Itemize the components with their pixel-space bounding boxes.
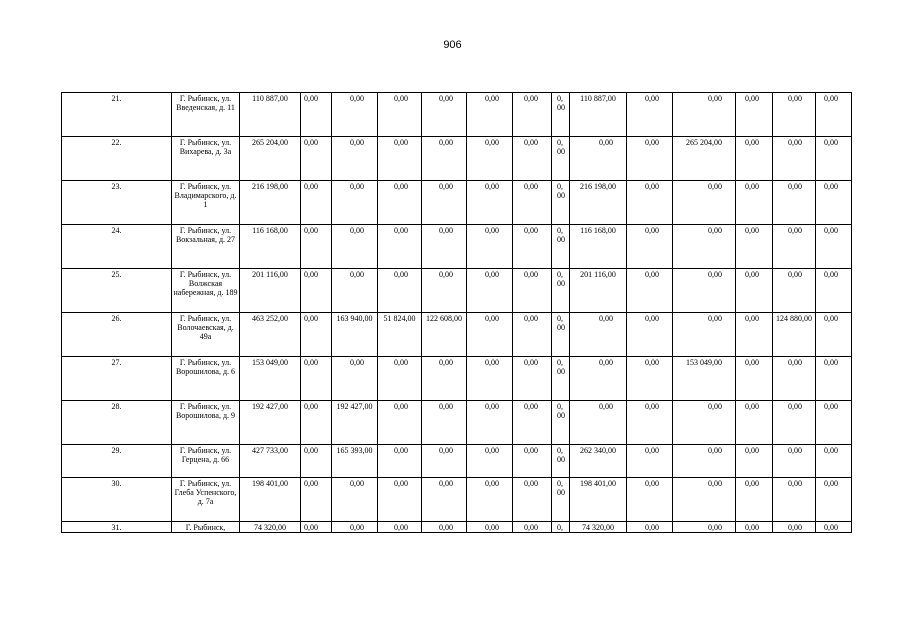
value-cell: 265 204,00 [240,137,301,181]
table-row [62,401,852,445]
table-row [62,137,852,181]
value-cell: 0, 00 [552,357,570,401]
value-cell: 0,00 [773,93,816,137]
value-cell: 0,00 [736,269,773,313]
value-cell: 0,00 [332,357,378,401]
value-cell: 0,00 [627,357,673,401]
value-cell: 0,00 [467,269,513,313]
table-row [62,181,852,225]
value-cell: 0,00 [773,522,816,533]
value-cell: 0,00 [301,401,332,445]
value-cell: 0,00 [673,181,736,225]
value-cell: 0,00 [627,93,673,137]
value-cell: 116 168,00 [570,225,627,269]
value-cell: 0,00 [513,357,552,401]
value-cell: 0,00 [773,269,816,313]
value-cell: 0,00 [467,137,513,181]
value-cell: 74 320,00 [570,522,627,533]
value-cell: 0,00 [422,357,467,401]
value-cell: 0,00 [816,445,852,478]
value-cell: 0,00 [378,522,422,533]
value-cell: 0,00 [378,181,422,225]
value-cell: 0,00 [570,313,627,357]
row-number: 31. [62,522,172,533]
value-cell: 0,00 [378,225,422,269]
value-cell: 198 401,00 [570,478,627,522]
address-cell: Г. Рыбинск, ул. Введенская, д. 11 [172,93,240,137]
value-cell: 0,00 [513,445,552,478]
value-cell: 0,00 [816,357,852,401]
value-cell: 0,00 [736,313,773,357]
value-cell: 0,00 [816,181,852,225]
value-cell: 0,00 [467,478,513,522]
value-cell: 163 940,00 [332,313,378,357]
value-cell: 0,00 [736,401,773,445]
value-cell: 0,00 [773,181,816,225]
value-cell: 0,00 [627,313,673,357]
value-cell: 0,00 [422,401,467,445]
value-cell: 0,00 [422,137,467,181]
value-cell: 0,00 [422,181,467,225]
value-cell: 0,00 [332,478,378,522]
value-cell: 0,00 [627,269,673,313]
value-cell: 0,00 [378,445,422,478]
value-cell: 0,00 [467,401,513,445]
value-cell: 124 880,00 [773,313,816,357]
value-cell: 0,00 [332,93,378,137]
table-row [62,269,852,313]
value-cell: 153 049,00 [673,357,736,401]
value-cell: 0,00 [673,313,736,357]
value-cell: 0,00 [673,225,736,269]
row-number: 26. [62,313,172,357]
value-cell: 0, 00 [552,401,570,445]
value-cell: 0,00 [773,225,816,269]
value-cell: 0,00 [467,93,513,137]
value-cell: 0, 00 [552,269,570,313]
value-cell: 0,00 [773,137,816,181]
value-cell: 0,00 [627,401,673,445]
value-cell: 463 252,00 [240,313,301,357]
value-cell: 0,00 [301,93,332,137]
value-cell: 201 116,00 [240,269,301,313]
value-cell: 0,00 [301,313,332,357]
data-table [61,92,852,533]
value-cell: 0,00 [422,93,467,137]
value-cell: 0,00 [378,357,422,401]
value-cell: 0,00 [467,357,513,401]
value-cell: 0,00 [513,93,552,137]
value-cell: 0,00 [816,225,852,269]
value-cell: 0,00 [513,401,552,445]
value-cell: 0,00 [816,313,852,357]
row-number: 24. [62,225,172,269]
value-cell: 0,00 [736,478,773,522]
value-cell: 0,00 [467,313,513,357]
value-cell: 427 733,00 [240,445,301,478]
value-cell: 201 116,00 [570,269,627,313]
value-cell: 216 198,00 [570,181,627,225]
value-cell: 0,00 [513,313,552,357]
page-number: 906 [443,39,462,51]
value-cell: 0,00 [422,478,467,522]
row-number: 30. [62,478,172,522]
value-cell: 0, 00 [552,225,570,269]
value-cell: 0,00 [422,522,467,533]
value-cell: 0,00 [332,522,378,533]
value-cell: 0, [552,522,570,533]
value-cell: 0,00 [627,225,673,269]
value-cell: 0,00 [816,522,852,533]
table-row [62,478,852,522]
value-cell: 165 393,00 [332,445,378,478]
value-cell: 192 427,00 [240,401,301,445]
value-cell: 0,00 [816,401,852,445]
value-cell: 0,00 [736,357,773,401]
value-cell: 0, 00 [552,478,570,522]
value-cell: 0,00 [332,181,378,225]
row-number: 27. [62,357,172,401]
value-cell: 0, 00 [552,181,570,225]
value-cell: 0,00 [301,445,332,478]
value-cell: 0,00 [467,445,513,478]
value-cell: 0,00 [301,522,332,533]
value-cell: 0,00 [673,478,736,522]
table-row [62,93,852,137]
value-cell: 0,00 [378,401,422,445]
address-cell: Г. Рыбинск, ул. Вихарева, д. 3а [172,137,240,181]
value-cell: 0,00 [773,445,816,478]
value-cell: 110 887,00 [240,93,301,137]
value-cell: 0,00 [816,478,852,522]
row-number: 28. [62,401,172,445]
value-cell: 0,00 [627,137,673,181]
row-number: 29. [62,445,172,478]
table-row [62,445,852,478]
row-number: 21. [62,93,172,137]
value-cell: 0,00 [736,93,773,137]
value-cell: 0,00 [378,137,422,181]
row-number: 22. [62,137,172,181]
value-cell: 0,00 [673,93,736,137]
table-row [62,225,852,269]
row-number: 25. [62,269,172,313]
value-cell: 0,00 [332,137,378,181]
value-cell: 0,00 [736,137,773,181]
table-row [62,522,852,533]
value-cell: 0,00 [378,269,422,313]
value-cell: 0,00 [736,522,773,533]
value-cell: 0,00 [332,225,378,269]
value-cell: 0,00 [301,269,332,313]
value-cell: 0,00 [673,445,736,478]
value-cell: 0,00 [627,478,673,522]
value-cell: 0,00 [513,181,552,225]
value-cell: 0, 00 [552,313,570,357]
value-cell: 0,00 [627,181,673,225]
value-cell: 0,00 [513,478,552,522]
value-cell: 110 887,00 [570,93,627,137]
value-cell: 0,00 [570,137,627,181]
value-cell: 0,00 [301,137,332,181]
value-cell: 0,00 [673,522,736,533]
value-cell: 262 340,00 [570,445,627,478]
value-cell: 265 204,00 [673,137,736,181]
address-cell: Г. Рыбинск, ул. Вокзальная, д. 27 [172,225,240,269]
value-cell: 0,00 [773,478,816,522]
value-cell: 0,00 [513,137,552,181]
value-cell: 51 824,00 [378,313,422,357]
address-cell: Г. Рыбинск, ул. Глеба Успенского, д. 7а [172,478,240,522]
value-cell: 0,00 [378,478,422,522]
value-cell: 216 198,00 [240,181,301,225]
address-cell: Г. Рыбинск, ул. Герцена, д. 66 [172,445,240,478]
value-cell: 0,00 [736,225,773,269]
value-cell: 0,00 [301,478,332,522]
value-cell: 0,00 [301,225,332,269]
address-cell: Г. Рыбинск, ул. Ворошилова, д. 9 [172,401,240,445]
value-cell: 122 608,00 [422,313,467,357]
table-row [62,357,852,401]
value-cell: 0,00 [816,137,852,181]
value-cell: 0,00 [673,269,736,313]
value-cell: 153 049,00 [240,357,301,401]
value-cell: 0,00 [301,181,332,225]
value-cell: 0,00 [627,445,673,478]
value-cell: 74 320,00 [240,522,301,533]
address-cell: Г. Рыбинск, ул. Волочаевская, д. 49а [172,313,240,357]
value-cell: 0,00 [422,269,467,313]
value-cell: 0, 00 [552,93,570,137]
value-cell: 0,00 [816,93,852,137]
value-cell: 0,00 [673,401,736,445]
value-cell: 0,00 [513,225,552,269]
value-cell: 0,00 [513,522,552,533]
value-cell: 0,00 [301,357,332,401]
address-cell: Г. Рыбинск, ул. Владимарского, д. 1 [172,181,240,225]
address-cell: Г. Рыбинск, ул. Ворошилова, д. 6 [172,357,240,401]
value-cell: 0,00 [816,269,852,313]
value-cell: 0,00 [570,401,627,445]
value-cell: 0,00 [467,181,513,225]
value-cell: 0,00 [736,445,773,478]
value-cell: 0,00 [627,522,673,533]
value-cell: 0,00 [736,181,773,225]
value-cell: 116 168,00 [240,225,301,269]
value-cell: 0,00 [513,269,552,313]
value-cell: 0,00 [467,225,513,269]
value-cell: 0, 00 [552,137,570,181]
address-cell: Г. Рыбинск, [172,522,240,533]
value-cell: 0, 00 [552,445,570,478]
value-cell: 0,00 [773,401,816,445]
value-cell: 0,00 [467,522,513,533]
value-cell: 0,00 [378,93,422,137]
value-cell: 192 427,00 [332,401,378,445]
value-cell: 0,00 [332,269,378,313]
row-number: 23. [62,181,172,225]
address-cell: Г. Рыбинск, ул. Волжская набережная, д. 189 [172,269,240,313]
value-cell: 0,00 [773,357,816,401]
value-cell: 0,00 [570,357,627,401]
value-cell: 0,00 [422,225,467,269]
value-cell: 198 401,00 [240,478,301,522]
value-cell: 0,00 [422,445,467,478]
table-row [62,313,852,357]
